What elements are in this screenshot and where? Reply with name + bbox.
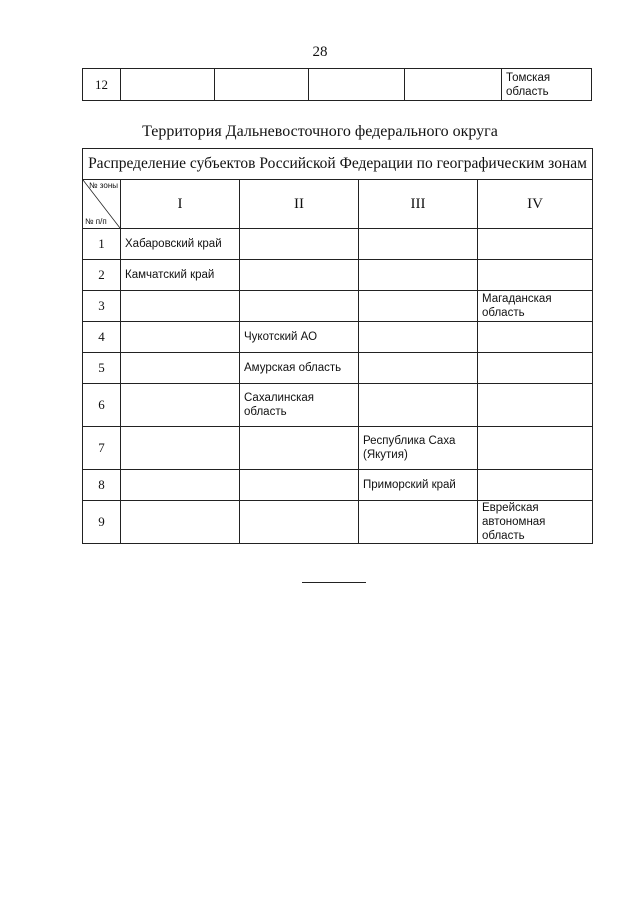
zone-i-cell bbox=[121, 384, 240, 427]
row-number: 12 bbox=[83, 69, 121, 101]
row-number: 6 bbox=[83, 384, 121, 427]
zone-iii-cell bbox=[359, 501, 478, 544]
zone-i-cell bbox=[121, 322, 240, 353]
table-row bbox=[83, 229, 593, 260]
zone-ii-cell: Амурская область bbox=[240, 353, 359, 384]
zone-iv-cell: Томская область bbox=[502, 69, 592, 101]
zone-i-cell bbox=[121, 291, 240, 322]
zone-number-label: № зоны bbox=[89, 181, 118, 190]
zone-heading-iii: III bbox=[359, 180, 478, 229]
row-number: 5 bbox=[83, 353, 121, 384]
zone-iv-cell bbox=[478, 427, 593, 470]
zone-iii-cell bbox=[359, 291, 478, 322]
continuation-table bbox=[82, 68, 592, 101]
table-row bbox=[83, 353, 593, 384]
row-number: 7 bbox=[83, 427, 121, 470]
table-row bbox=[83, 427, 593, 470]
table-header: Распределение субъектов Российской Федерации по географическим зонам bbox=[83, 149, 593, 180]
zone-iv-cell bbox=[478, 322, 593, 353]
zone-iv-cell: Еврейская автономная область bbox=[478, 501, 593, 544]
table-row bbox=[83, 69, 592, 101]
zone-ii-cell: Чукотский АО bbox=[240, 322, 359, 353]
table-row bbox=[83, 260, 593, 291]
zone-iv-cell bbox=[478, 353, 593, 384]
section-title: Территория Дальневосточного федерального округа bbox=[142, 123, 498, 140]
zone-i-cell bbox=[121, 470, 240, 501]
zone-iv-cell bbox=[478, 470, 593, 501]
zone-ii-cell bbox=[240, 427, 359, 470]
zone-i-cell: Хабаровский край bbox=[121, 229, 240, 260]
zone-iii-cell bbox=[359, 353, 478, 384]
zone-rows bbox=[83, 229, 593, 544]
zone-iii-cell bbox=[359, 260, 478, 291]
zone-i-cell bbox=[121, 69, 215, 101]
zone-ii-cell bbox=[240, 291, 359, 322]
zone-iv-cell: Магаданская область bbox=[478, 291, 593, 322]
zone-iv-cell bbox=[478, 260, 593, 291]
zone-ii-cell bbox=[240, 501, 359, 544]
diagonal-header-cell bbox=[83, 180, 121, 229]
row-number: 1 bbox=[83, 229, 121, 260]
zone-iii-cell bbox=[309, 69, 405, 101]
zone-iii-cell bbox=[359, 322, 478, 353]
zone-iii-b-cell bbox=[405, 69, 502, 101]
zone-i-cell bbox=[121, 501, 240, 544]
zone-i-cell bbox=[121, 427, 240, 470]
table-row bbox=[83, 291, 593, 322]
zone-iii-cell bbox=[359, 229, 478, 260]
zone-iii-cell: Республика Саха (Якутия) bbox=[359, 427, 478, 470]
zone-iv-cell bbox=[478, 229, 593, 260]
row-number: 2 bbox=[83, 260, 121, 291]
zone-iv-cell bbox=[478, 384, 593, 427]
zone-iii-cell: Приморский край bbox=[359, 470, 478, 501]
row-number: 4 bbox=[83, 322, 121, 353]
zone-ii-cell bbox=[215, 69, 309, 101]
zone-ii-cell bbox=[240, 229, 359, 260]
zone-ii-cell bbox=[240, 260, 359, 291]
table-row bbox=[83, 470, 593, 501]
zone-ii-cell: Сахалинская область bbox=[240, 384, 359, 427]
zone-i-cell: Камчатский край bbox=[121, 260, 240, 291]
table-row bbox=[83, 322, 593, 353]
zone-header-row bbox=[83, 180, 593, 229]
zone-iii-cell bbox=[359, 384, 478, 427]
zone-i-cell bbox=[121, 353, 240, 384]
table-header-row bbox=[83, 149, 593, 180]
row-number: 9 bbox=[83, 501, 121, 544]
zone-ii-cell bbox=[240, 470, 359, 501]
table-row bbox=[83, 384, 593, 427]
page-number: 28 bbox=[312, 44, 328, 60]
row-number-label: № п/п bbox=[85, 217, 107, 226]
zone-heading-i: I bbox=[121, 180, 240, 229]
zone-heading-ii: II bbox=[240, 180, 359, 229]
zones-table bbox=[82, 148, 593, 544]
zone-heading-iv: IV bbox=[478, 180, 593, 229]
row-number: 3 bbox=[83, 291, 121, 322]
footer-divider bbox=[302, 582, 366, 583]
row-number: 8 bbox=[83, 470, 121, 501]
table-row bbox=[83, 501, 593, 544]
